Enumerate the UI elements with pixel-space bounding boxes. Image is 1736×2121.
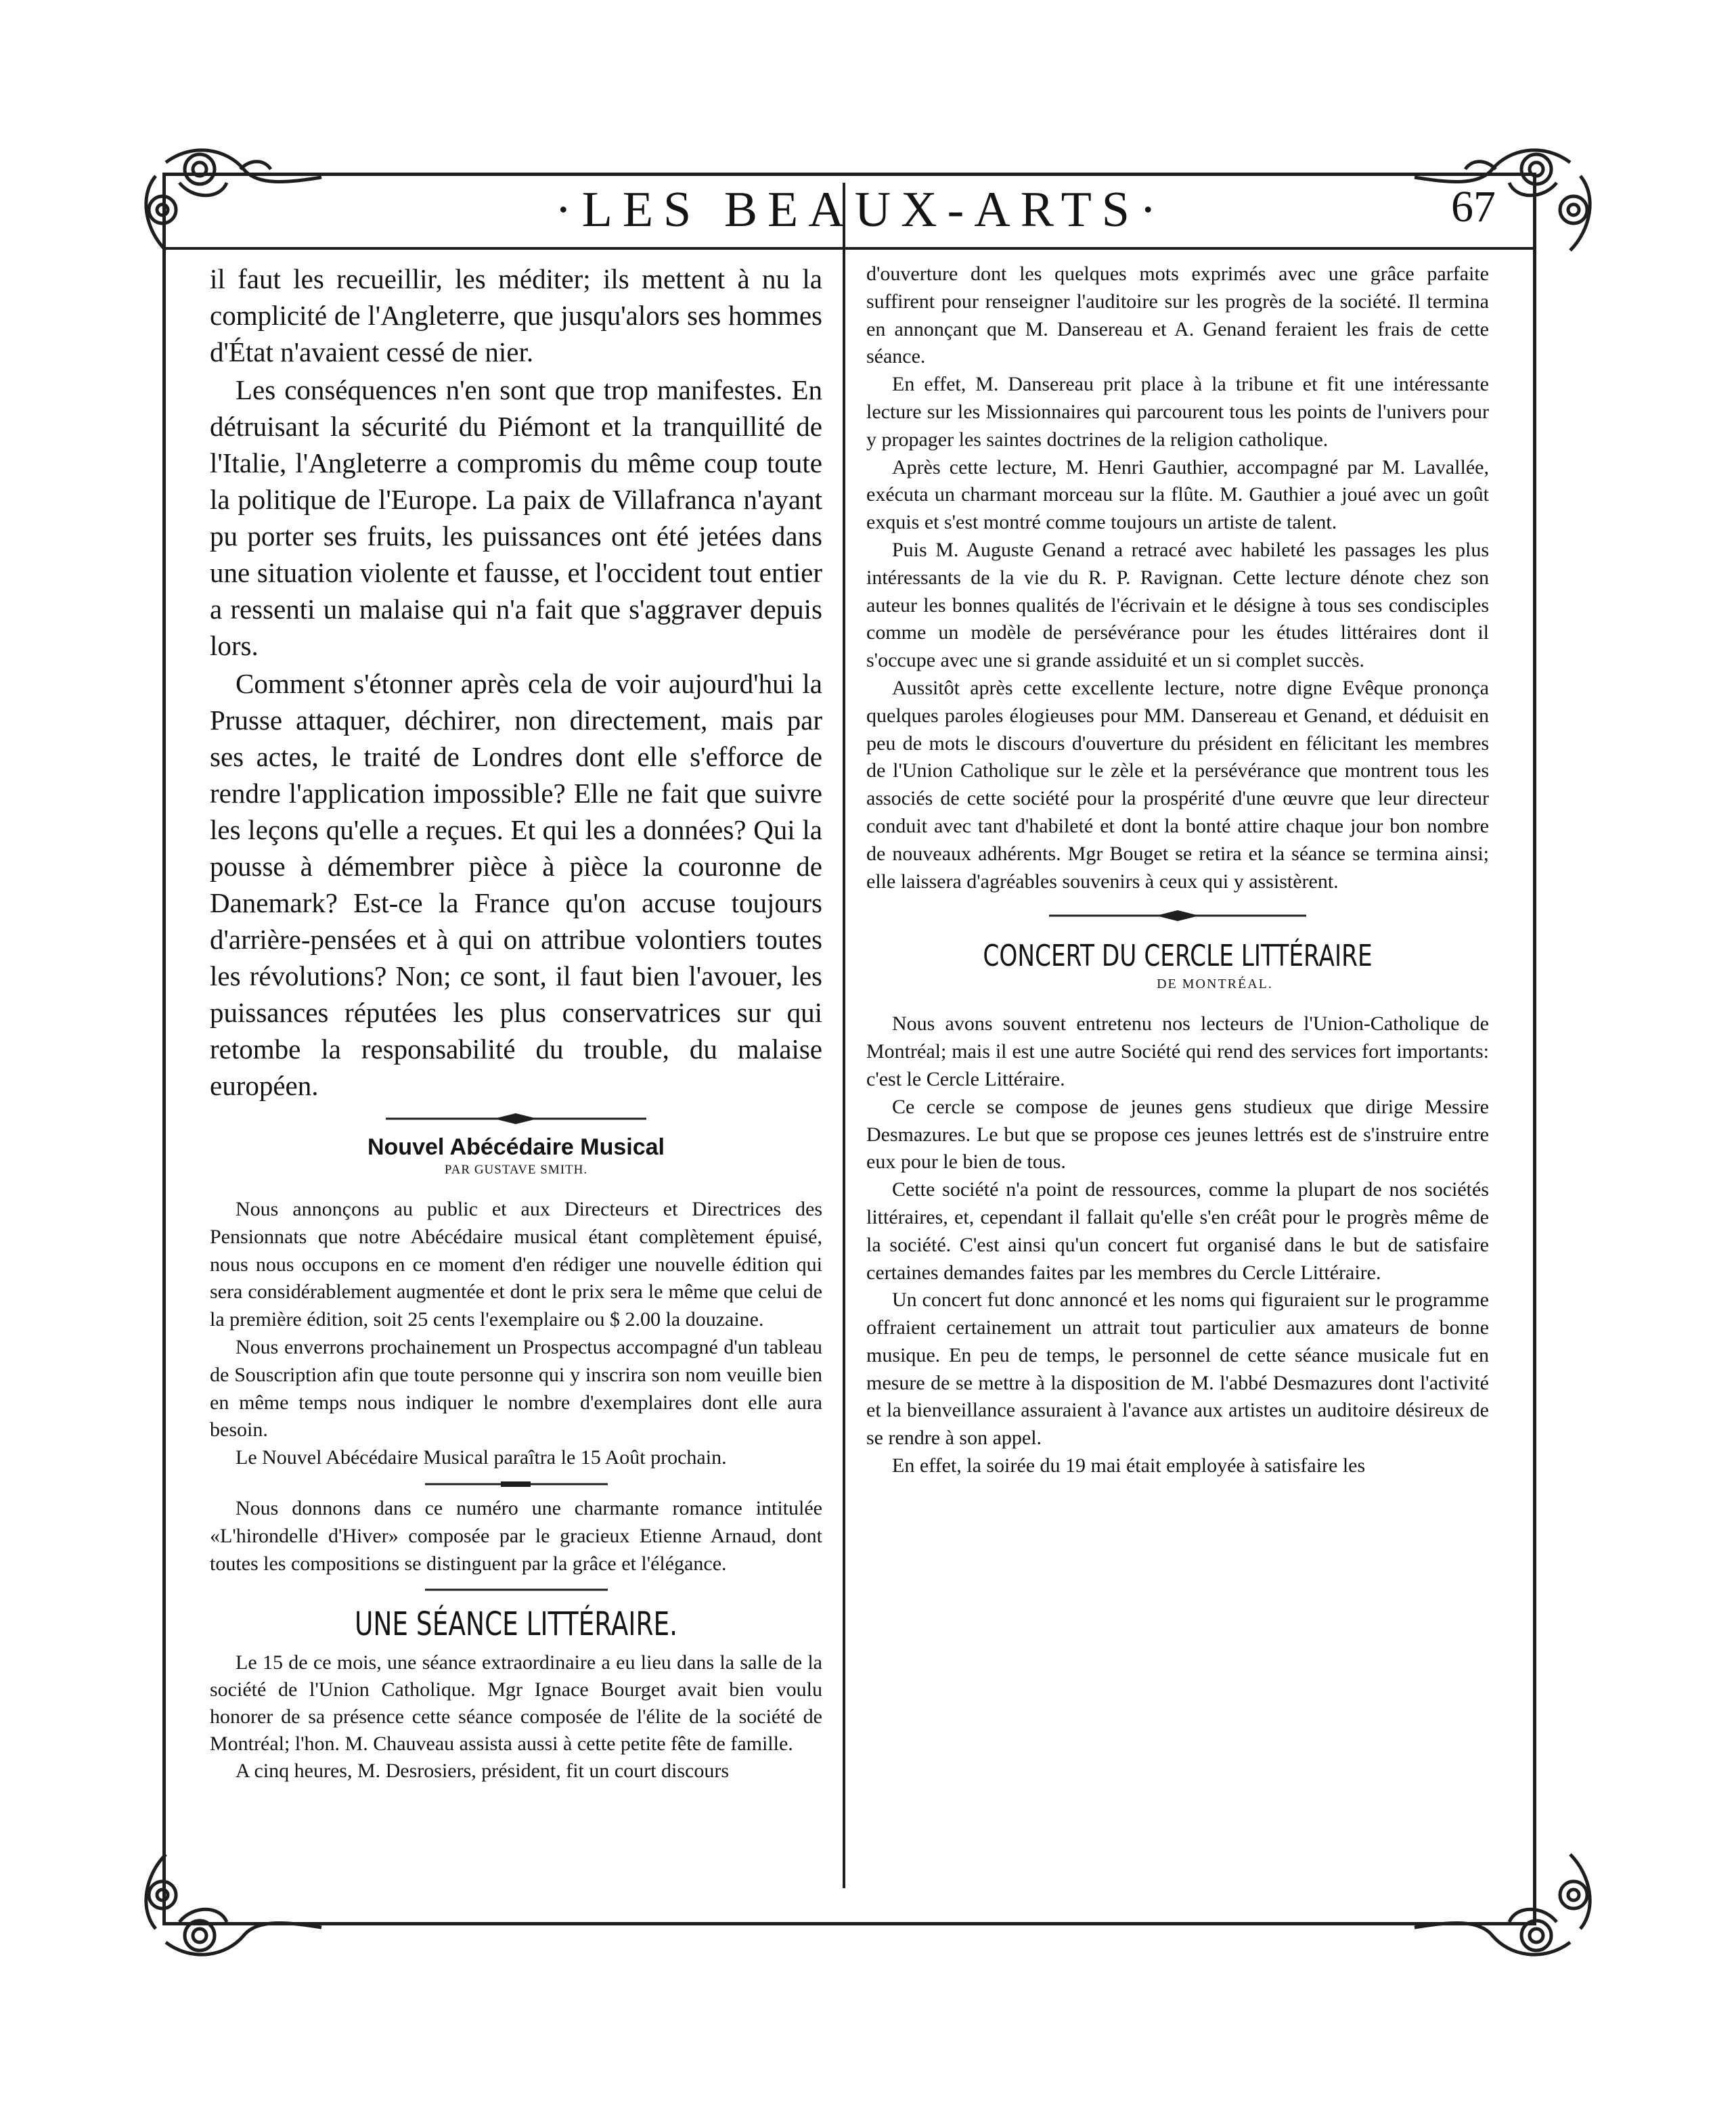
concert-subtitle: DE MONTRÉAL. — [1157, 977, 1273, 992]
column-divider — [843, 183, 845, 1888]
concert-paragraph: Un concert fut donc annoncé et les noms qui figuraient sur le programme offraient certainement un attrait tout particulier aux amateurs de bonne musique. En peu de temps, le personnel de cette séance musicale fut en mesure de se mettre à la disposition de M. l'abbé Desmazures dont l'activité et la bienveillance assuraient à l'avance aux artistes un auditoire désireux de se rendre à son appel. — [866, 1289, 1489, 1450]
abecedaire-paragraph: Le Nouvel Abécédaire Musical paraîtra le 15 Août prochain. — [236, 1446, 727, 1469]
abecedaire-title: Nouvel Abécédaire Musical — [367, 1134, 665, 1160]
body-paragraph: il faut les recueillir, les méditer; ils mettent à nu la complicité de l'Angleterre, que jusqu'alors ses hommes d'État n'avaient cessé de nier. — [210, 263, 822, 367]
seance-paragraph: Le 15 de ce mois, une séance extraordinaire a eu lieu dans la salle de la société de l'Union Catholique. Mgr Ignace Bourget avait bien voulu honorer de sa présence cette séance composée de l'élite de la société de Montréal; l'hon. M. Chauveau assista aussi à cette petite fête de famille. — [210, 1651, 822, 1756]
seance-title: UNE SÉANCE LITTÉRAIRE. — [354, 1605, 678, 1644]
seance-paragraph: En effet, M. Dansereau prit place à la tribune et fit une intéressante lecture sur les Missionnaires qui parcourent tous les points de l'univers pour y propager les saintes doctrines de la religion catholique. — [866, 373, 1489, 451]
concert-paragraph: Ce cercle se compose de jeunes gens studieux que dirige Messire Desmazures. Le but que se propose ces jeunes lettrés est de s'instruire entre eux pour le bien de tous. — [866, 1095, 1489, 1174]
ornamental-rule — [210, 1105, 822, 1132]
romance-note: Nous donnons dans ce numéro une charmante romance intitulée «L'hirondelle d'Hiver» composée par le gracieux Etienne Arnaud, dont toutes les compositions se distinguent par la grâce et l'élégance. — [210, 1496, 822, 1575]
ornamental-rule — [866, 902, 1489, 929]
corner-ornament-bottom-left — [125, 1834, 328, 1969]
header-rule — [162, 247, 1536, 250]
seance-paragraph: Après cette lecture, M. Henri Gauthier, accompagné par M. Lavallée, exécuta un charmant morceau sur la flûte. M. Gauthier a joué avec un goût exquis et s'est montré comme toujours un artiste de talent. — [866, 455, 1489, 534]
page-number: 67 — [1451, 182, 1496, 231]
right-column — [866, 261, 1489, 1480]
corner-ornament-bottom-right — [1408, 1834, 1611, 1969]
abecedaire-paragraph: Nous annonçons au public et aux Directeurs et Directrices des Pensionnats que notre Abécédaire musical étant complètement épuisé, nous nous occupons en ce moment d'en rédiger une nouvelle édition qui sera considérablement augmentée et dont le prix sera le même que celui de la première édition, soit 25 cents l'exemplaire ou $ 2.00 la douzaine. — [210, 1198, 822, 1331]
abecedaire-byline: PAR GUSTAVE SMITH. — [444, 1163, 588, 1177]
concert-paragraph: En effet, la soirée du 19 mai était employée à satisfaire les — [892, 1454, 1366, 1477]
seance-paragraph: A cinq heures, M. Desrosiers, président, fit un court discours — [236, 1760, 730, 1783]
concert-paragraph: Cette société n'a point de ressources, comme la plupart de nos sociétés littéraires, et, cependant il fallait qu'elle s'en créât pour le progrès même de la société. C'est ainsi qu'un concert fut organisé dans le but de satisfaire certaines demandes faites par les membres du Cercle Littéraire. — [866, 1178, 1489, 1284]
left-column — [210, 261, 822, 1785]
seance-paragraph: d'ouverture dont les quelques mots exprimés avec une grâce parfaite suffirent pour renseigner l'auditoire sur les progrès de la société. Il termina en annonçant que M. Dansereau et A. Genand feraient les frais de cette séance. — [866, 263, 1489, 368]
body-paragraph: Les conséquences n'en sont que trop manifestes. En détruisant la sécurité du Piémont et la tranquillité de l'Italie, l'Angleterre a compromis du même coup toute la politique de l'Europe. La paix de Villafranca n'ayant pu porter ses fruits, les puissances ont été jetées dans une situation violente et fausse, et l'occident tout entier a ressenti un malaise qui n'a fait que s'aggraver depuis lors. — [210, 374, 822, 661]
seance-paragraph: Puis M. Auguste Genand a retracé avec habileté les passages les plus intéressants de la vie du R. P. Ravignan. Cette lecture dénote chez son auteur les bonnes qualités de l'écrivain et le désigne à tous ses condisciples comme un modèle de persévérance pour les études littéraires dont il s'occupe avec une si grande assiduité et un si complet succès. — [866, 538, 1489, 672]
running-title: ·LES BEAUX-ARTS· — [555, 182, 1167, 238]
abecedaire-paragraph: Nous enverrons prochainement un Prospectus accompagné d'un tableau de Souscription afin que toute personne qui y inscrira son nom veuille bien en même temps nous indiquer le nombre d'exemplaires dont elle aura besoin. — [210, 1335, 822, 1442]
seance-paragraph: Aussitôt après cette excellente lecture, notre digne Evêque prononça quelques paroles élogieuses pour MM. Dansereau et Genand, et déduisit en peu de mots le discours d'ouverture du président en félicitant les membres de l'Union Catholique sur le zèle et la persévérance que montrent tous les associés de cette société pour la prospérité d'une œuvre que leur directeur conduit avec tant d'habileté et dont la bonté attire chaque jour bon nombre de nouveaux adhérents. Mgr Bouget se retira et la séance se termina ainsi; elle laissera d'agréables souvenirs à ceux qui y assistèrent. — [866, 676, 1489, 893]
corner-ornament-top-left — [125, 135, 328, 271]
concert-paragraph: Nous avons souvent entretenu nos lecteurs de l'Union-Catholique de Montréal; mais il est une autre Société qui rend des services fort importants: c'est le Cercle Littéraire. — [866, 1012, 1489, 1090]
section-rule — [210, 1578, 822, 1601]
section-rule — [210, 1472, 822, 1495]
body-paragraph: Comment s'étonner après cela de voir aujourd'hui la Prusse attaquer, déchirer, non directement, mais par ses actes, le traité de Londres dont elle s'efforce de rendre l'application impossible? Elle ne fait que suivre les leçons qu'elle a reçues. Et qui les a données? Qui la pousse à démembrer pièce à pièce la couronne de Danemark? Est-ce la France qu'on accuse toujours d'arrière-pensées et à qui on attribue volontiers toutes les révolutions? Non; ce sont, il faut bien l'avouer, les puissances réputées les plus conservatrices sur qui retombe la responsabilité du trouble, du malaise européen. — [210, 668, 822, 1101]
concert-title: CONCERT DU CERCLE LITTÉRAIRE — [983, 939, 1373, 974]
